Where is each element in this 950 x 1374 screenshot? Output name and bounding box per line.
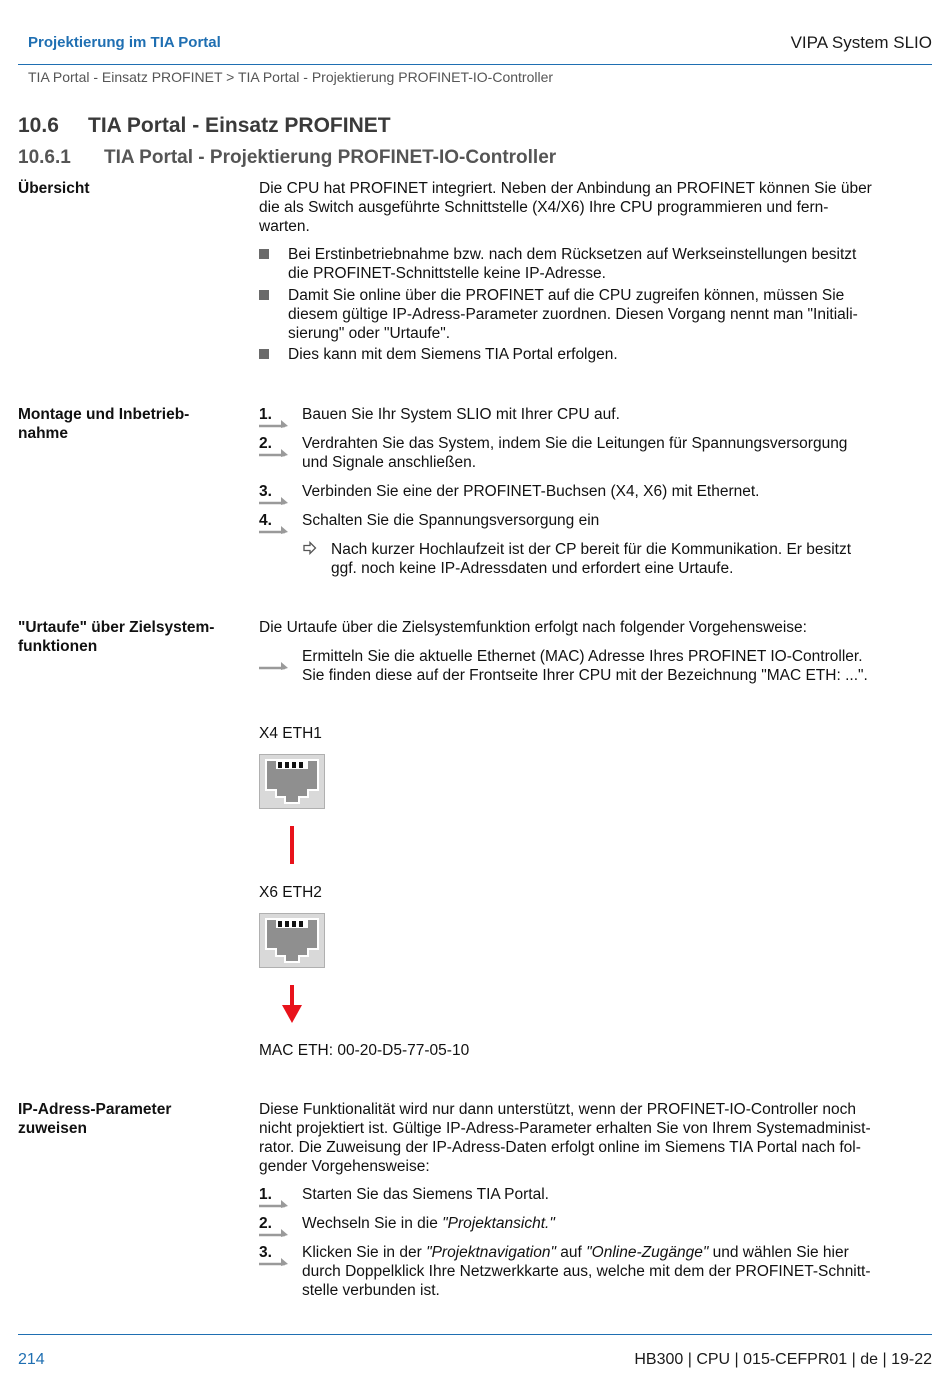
bullet-item (259, 286, 935, 346)
mac-address-label: MAC ETH: 00-20-D5-77-05-10 (259, 1042, 470, 1059)
step-arrow-icon (259, 522, 289, 534)
montage-step-2 (259, 434, 935, 474)
ip-step-1 (259, 1185, 935, 1209)
label-line: funktionen (18, 638, 98, 655)
step-arrow-icon (259, 416, 289, 428)
section-title: TIA Portal - Einsatz PROFINET (88, 114, 391, 137)
step-number: 3. (259, 1244, 272, 1261)
ip-step-3 (259, 1243, 935, 1303)
rj45-port-x6-icon (259, 913, 325, 968)
rj45-port-x4-icon (259, 754, 325, 809)
step-number: 1. (259, 406, 272, 423)
header-divider (18, 64, 932, 65)
text-line: die als Switch ausgeführte Schnittstelle (X4/X6) Ihre CPU programmieren und fern- (259, 199, 829, 216)
text-line: Sie finden diese auf der Frontseite Ihrer CPU mit der Bezeichnung "MAC ETH: ...". (302, 667, 868, 684)
text-line: Dies kann mit dem Siemens TIA Portal erfolgen. (288, 346, 618, 363)
montage-step-1 (259, 405, 935, 429)
text-run: Wechseln Sie in die (302, 1215, 443, 1232)
action-arrow-icon (259, 658, 289, 670)
emphasis-text: "Projektansicht." (442, 1215, 555, 1232)
text-line: warten. (259, 218, 310, 235)
header-product: VIPA System SLIO (790, 33, 932, 52)
text-line: Ermitteln Sie die aktuelle Ethernet (MAC) Adresse Ihres PROFINET IO-Controller. (302, 648, 863, 665)
montage-result (259, 540, 935, 580)
text-line: Bei Erstinbetriebnahme bzw. nach dem Rücksetzen auf Werkseinstellungen besitzt (288, 246, 857, 263)
port-x6-label: X6 ETH2 (259, 884, 322, 901)
montage-step-3 (259, 482, 935, 506)
section-heading (18, 114, 391, 138)
text-line: Damit Sie online über die PROFINET auf die CPU zugreifen können, müssen Sie (288, 287, 845, 304)
montage-step-4 (259, 511, 935, 535)
header-chapter: Projektierung im TIA Portal (28, 34, 221, 51)
label-line: nahme (18, 425, 68, 442)
text-line: ggf. noch keine IP-Adressdaten und erfordert eine Urtaufe. (331, 560, 734, 577)
label-line: Montage und Inbetrieb- (18, 406, 190, 423)
text-line: stelle verbunden ist. (302, 1282, 440, 1299)
ip-intro (259, 1100, 935, 1176)
text-line: rator. Die Zuweisung der IP-Adress-Daten erfolgt online im Siemens TIA Portal nach fol- (259, 1139, 861, 1156)
urtaufe-intro: Die Urtaufe über die Zielsystemfunktion erfolgt nach folgender Vorgehensweise: (259, 619, 807, 636)
step-arrow-icon (259, 1254, 289, 1266)
text-line: Starten Sie das Siemens TIA Portal. (302, 1186, 549, 1203)
text-line (302, 1243, 935, 1262)
bullet-item (259, 345, 935, 365)
text-line: Schalten Sie die Spannungsversorgung ein (302, 512, 600, 529)
footer-divider (18, 1334, 932, 1335)
text-line: die PROFINET-Schnittstelle keine IP-Adresse. (288, 265, 606, 282)
uebersicht-label: Übersicht (18, 180, 90, 197)
step-arrow-icon (259, 1196, 289, 1208)
ip-label (18, 1100, 243, 1138)
step-arrow-icon (259, 1225, 289, 1237)
connection-line (290, 826, 294, 864)
footer-doc-info: HB300 | CPU | 015-CEFPR01 | de | 19-22 (634, 1351, 932, 1368)
text-line: nicht projektiert ist. Gültige IP-Adress-Parameter erhalten Sie von Ihrem Systemadminist- (259, 1120, 871, 1137)
text-line: Die CPU hat PROFINET integriert. Neben der Anbindung an PROFINET können Sie über (259, 180, 872, 197)
red-down-arrow-icon (281, 985, 303, 1025)
text-line: Verdrahten Sie das System, indem Sie die Leitungen für Spannungsversorgung (302, 435, 848, 452)
text-line: Nach kurzer Hochlaufzeit ist der CP bereit für die Kommunikation. Er besitzt (331, 541, 852, 558)
ip-step-2 (259, 1214, 935, 1238)
montage-label (18, 405, 243, 443)
text-line: gender Vorgehensweise: (259, 1158, 430, 1175)
step-arrow-icon (259, 445, 289, 457)
result-arrow-icon (303, 541, 317, 555)
step-number: 2. (259, 435, 272, 452)
text-line: durch Doppelklick Ihre Netzwerkkarte aus, welche mit dem der PROFINET-Schnitt- (302, 1263, 871, 1280)
text-run: Klicken Sie in der (302, 1244, 427, 1261)
breadcrumb: TIA Portal - Einsatz PROFINET > TIA Portal - Projektierung PROFINET-IO-Controller (28, 69, 554, 85)
emphasis-text: "Online-Zugänge" (586, 1244, 709, 1261)
step-number: 3. (259, 483, 272, 500)
urtaufe-action (259, 647, 935, 687)
text-line: Verbinden Sie eine der PROFINET-Buchsen (X4, X6) mit Ethernet. (302, 483, 760, 500)
text-line: sierung" oder "Urtaufe". (288, 325, 451, 342)
text-run: auf (555, 1244, 587, 1261)
subsection-title: TIA Portal - Projektierung PROFINET-IO-Controller (104, 147, 557, 168)
subsection-heading (18, 147, 556, 169)
text-line: diesem gültige IP-Adress-Parameter zuordnen. Diesen Vorgang nennt man "Initiali- (288, 306, 858, 323)
text-line: Bauen Sie Ihr System SLIO mit Ihrer CPU auf. (302, 406, 620, 423)
square-bullet-icon (259, 290, 269, 300)
label-line: zuweisen (18, 1120, 87, 1137)
label-line: "Urtaufe" über Zielsystem- (18, 619, 215, 636)
section-number: 10.6 (18, 114, 59, 137)
emphasis-text: "Projektnavigation" (426, 1244, 556, 1261)
bullet-item (259, 245, 935, 285)
text-line: und Signale anschließen. (302, 454, 477, 471)
label-line: IP-Adress-Parameter (18, 1101, 172, 1118)
square-bullet-icon (259, 349, 269, 359)
uebersicht-intro (259, 179, 935, 236)
square-bullet-icon (259, 249, 269, 259)
page-number: 214 (18, 1351, 45, 1368)
step-number: 2. (259, 1215, 272, 1232)
urtaufe-label (18, 618, 243, 656)
step-number: 1. (259, 1186, 272, 1203)
text-run: und wählen Sie hier (708, 1244, 849, 1261)
step-number: 4. (259, 512, 272, 529)
step-arrow-icon (259, 493, 289, 505)
subsection-number: 10.6.1 (18, 147, 71, 168)
port-x4-label: X4 ETH1 (259, 725, 322, 742)
text-line: Diese Funktionalität wird nur dann unterstützt, wenn der PROFINET-IO-Controller noch (259, 1101, 857, 1118)
